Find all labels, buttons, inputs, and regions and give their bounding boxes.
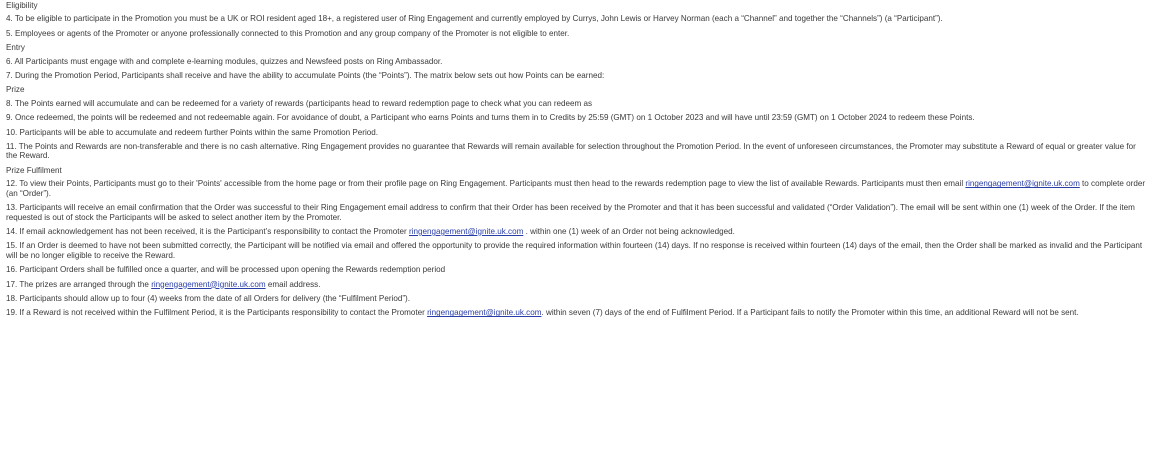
clause-17	[6, 280, 1146, 289]
section-heading-prize: Prize	[6, 85, 25, 95]
clause-17-text: 17. The prizes are arranged through the	[6, 279, 152, 289]
clause-16: 16. Participant Orders shall be fulfilled once a quarter, and will be processed upon opening the Rewards redemption period	[6, 265, 446, 275]
section-heading-eligibility: Eligibility	[6, 1, 38, 10]
clause-12	[6, 179, 1146, 198]
clause-9: 9. Once redeemed, the points will be redeemed and not redeemable again. For avoidance of doubt, a Participant who earns Points and turns them in to Credits by 25:59 (GMT) on 1 October 2023 and will have until 23:59 (GMT) on 1 October 2024 to redeem these Points.	[6, 113, 975, 123]
clause-10: 10. Participants will be able to accumulate and redeem further Points within the same Promotion Period.	[6, 127, 379, 137]
clause-13: 13. Participants will receive an email confirmation that the Order was successful to their Ring Engagement email address to confirm that their Order has been received by the Promoter and that it has been successful and validated (“Order Validation”). The email will be sent within one (1) week of the Order. If the item requested is out of stock the Participants will be asked to select another item by the Promoter.	[6, 203, 1135, 222]
clause-5: 5. Employees or agents of the Promoter or anyone professionally connected to this Promotion and any group company of the Promoter is not eligible to enter.	[6, 28, 570, 38]
clause-18: 18. Participants should allow up to four (4) weeks from the date of all Orders for delivery (the “Fulfilment Period”).	[6, 293, 410, 303]
clause-19-text-end: . within seven (7) days of the end of Fulfilment Period. If a Participant fails to notify the Promoter within this time, an additional Reward will not be sent.	[541, 308, 1079, 318]
clause-14-text-end: . within one (1) week of an Order not being acknowledged.	[523, 226, 735, 236]
clause-15: 15. If an Order is deemed to have not been submitted correctly, the Participant will be notified via email and offered the opportunity to provide the required information within fourteen (14) days. If no response is received within fourteen (14) days of the email, then the Order shall be marked as invalid and the Participant will be no longer eligible to receive the Reward.	[6, 241, 1143, 260]
clause-11: 11. The Points and Rewards are non-transferable and there is no cash alternative. Ring Engagement provides no guarantee that Rewards will remain available for selection throughout the Promotion Period. In the event of unforeseen circumstances, the Promoter may substitute a Reward of equal or greater value for the Reward.	[6, 142, 1136, 161]
email-link[interactable]: ringengagement@ignite.uk.com	[965, 179, 1080, 189]
email-link[interactable]: ringengagement@ignite.uk.com	[427, 308, 542, 318]
clause-7: 7. During the Promotion Period, Participants shall receive and have the ability to accumulate Points (the “Points”). The matrix below sets out how Points can be earned:	[6, 71, 605, 81]
section-heading-entry: Entry	[6, 43, 25, 53]
clause-14-text: 14. If email acknowledgement has not been received, it is the Participant’s responsibility to contact the Promoter	[6, 226, 409, 236]
clause-19	[6, 308, 1146, 317]
clause-12-text-end: to complete order (an “Order”).	[6, 179, 1146, 198]
clause-8: 8. The Points earned will accumulate and can be redeemed for a variety of rewards (participants head to reward redemption page to check what you can redeem as	[6, 98, 593, 108]
clause-12-text: 12. To view their Points, Participants must go to their 'Points' accessible from the home page or from their profile page on Ring Engagement. Participants must then head to the rewards redemption page to view the list of available Rewards. Participants must then email	[6, 179, 966, 189]
clause-6: 6. All Participants must engage with and complete e-learning modules, quizzes and Newsfeed posts on Ring Ambassador.	[6, 56, 443, 66]
section-heading-prize-fulfilment: Prize Fulfilment	[6, 165, 62, 175]
clause-4: 4. To be eligible to participate in the Promotion you must be a UK or ROI resident aged 18+, a registered user of Ring Engagement and currently employed by Currys, John Lewis or Harvey Norman (each a “Channel” and together the “Channels”) (a “Participant”).	[6, 14, 943, 24]
email-link[interactable]: ringengagement@ignite.uk.com	[151, 279, 266, 289]
clause-19-text: 19. If a Reward is not received within the Fulfilment Period, it is the Participants responsibility to contact the Promoter	[6, 308, 428, 318]
clause-17-text-end: email address.	[265, 279, 321, 289]
clause-14	[6, 227, 1146, 236]
email-link[interactable]: ringengagement@ignite.uk.com	[408, 226, 524, 236]
